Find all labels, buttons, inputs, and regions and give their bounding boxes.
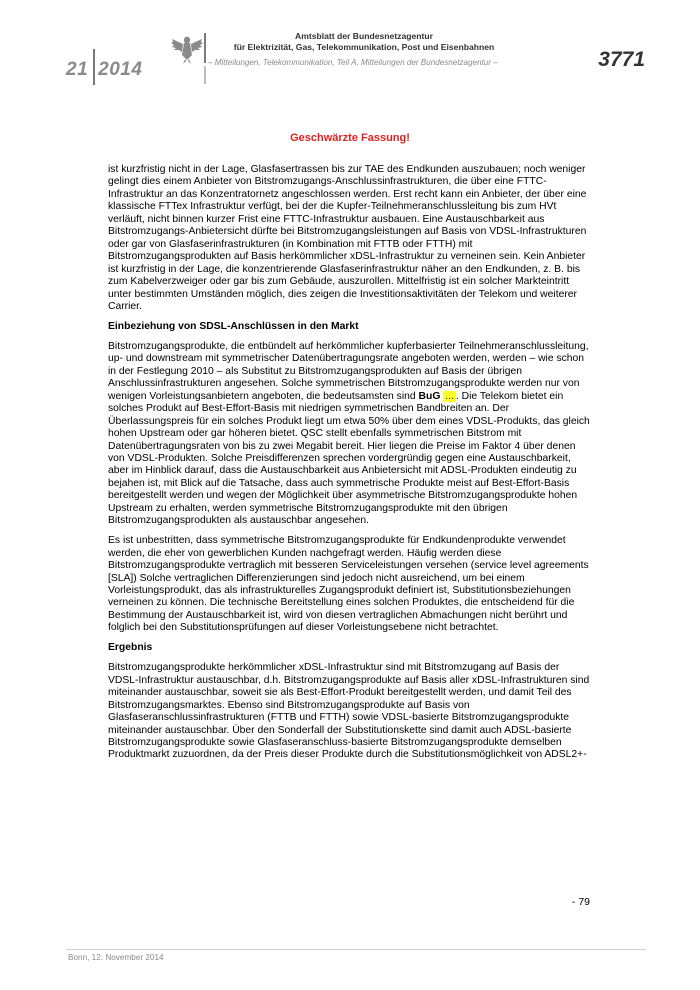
footer-date: Bonn, 12. November 2014: [68, 953, 164, 962]
paragraph-4: Bitstromzugangsprodukte herkömmlicher xDSL-Infrastruktur sind mit Bitstromzugang auf Basis der VDSL-Infrastruktur austauschbar, d.h. Bitstromzugangsprodukte auf Basis aller xDSL-Infrastrukturen sind miteinander austauschbar, soweit sie als Best-Effort-Produkt bereitgestellt werden, und damit Teil des Bitstromzugangsmarktes. Ebenso sind Bitstromzugangsprodukte auf Basis von Glasfaseranschlussinfrastrukturen (FTTB und FTTH) sowie VDSL-basierte Bitstromzugangsprodukte miteinander austauschbar. Über den Sonderfall der Substitutionskette sind damit auch ADSL-basierte Bitstromzugangsprodukte sowie Glasfaseranschluss-basierte Bitstromzugangsprodukte demselben Produktmarkt zuzuordnen, da der Preis dieser Produkte durch die Substitutionsmöglichkeit von ADSL2+-: [108, 662, 590, 761]
publication-title: [212, 31, 516, 53]
document-page-number: - 79: [571, 896, 590, 908]
paragraph-2: [108, 341, 590, 528]
federal-eagle-icon: [170, 33, 204, 65]
header-divider: [204, 33, 206, 63]
issue-number: 21: [66, 59, 89, 80]
publication-title-line2: für Elektrizität, Gas, Telekommunikation, Post und Eisenbahnen: [233, 42, 495, 52]
page-number: 3771: [598, 48, 645, 71]
heading-ergebnis: Ergebnis: [108, 642, 153, 654]
publication-title-line1: Amtsblatt der Bundesnetzagentur: [295, 31, 433, 41]
header-divider-lower: [204, 66, 206, 84]
paragraph-1: ist kurzfristig nicht in der Lage, Glasfasertrassen bis zur TAE des Endkunden auszubauen; noch weniger gelingt dies einem Anbieter von Bitstromzugangs-Anschlussinfrastrukturen, die über eine FTTC-Infrastruktur an das Konzentratornetz angeschlossen werden. Erst recht kann ein Anbieter, der über eine klassische FTTex Infrastruktur verfügt, bei der die Kupfer-Teilnehmeranschlussleitung bis zum HVt verläuft, nicht binnen kurzer Frist eine FTTC-Infrastruktur ausbauen. Eine Austauschbarkeit aus Bitstromzugangs-Anbietersicht dürfte bei Bitstromzugangsleistungen auf Basis von VDSL-Infrastrukturen oder gar von Glasfaserinfrastrukturen (in Kombination mit FTTB oder FTTH) mit Bitstromzugangsprodukten auf Basis herkömmlicher xDSL-Infrastruktur zu verneinen sein. Kein Anbieter ist kurzfristig in der Lage, die konzentrierende Glasfaserinfrastruktur näher an den Endkunden, z. B. bis zum Kabelverzweiger oder gar bis zum Gebäude, auszurollen. Mittelfristig ist ein solcher Markteintritt unter bestimmten Umständen möglich, dies zeigen die Investitionsaktivitäten der Telekom und weiterer Carrier.: [108, 164, 587, 312]
paragraph-2-part1: Bitstromzugangsprodukte, die entbündelt auf herkömmlicher kupferbasierter Teilnehmeranschlussleitung, up- und downstream mit symmetrischer Datenübertragungsrate angeboten werden, werden – wie schon in der Festlegung 2010 – als Substitut zu Bitstromzugangsprodukten auf Basis der übrigen Anschlussinfrastrukturen angesehen. Solche symmetrischen Bitstromzugangsprodukte werden nur von wenigen Vorleistungsanbietern angeboten, die bedeutsamsten sind: [108, 340, 589, 402]
redaction-notice: Geschwärzte Fassung!: [290, 132, 410, 144]
issue-label: [66, 49, 142, 85]
paragraph-2-bold: BuG: [418, 390, 441, 402]
paragraph-3: Es ist unbestritten, dass symmetrische Bitstromzugangsprodukte für Endkundenprodukte verwendet werden, die eher von gewerblichen Kunden nachgefragt werden. Häufig werden diese Bitstromzugangsprodukte vertraglich mit besseren Serviceleistungen versehen (service level agreements [SLA]) Solche vertraglichen Differenzierungen sind jedoch nicht ausreichend, um bei einem Vorleistungsprodukt, das als infrastrukturelles Zugangsprodukt definiert ist, Substitutionsbeziehungen verneinen zu können. Die technische Bereitstellung eines solchen Produktes, die entscheidend für die Bestimmung der Austauschbarkeit ist, wird von diesen vertraglichen Abmachungen nicht berührt und folglich bei den Substitutionsprüfungen auf dieser Vorleistungsebene nicht betrachtet.: [108, 535, 589, 634]
redacted-highlight: ...: [445, 390, 454, 402]
issue-separator: [93, 49, 95, 85]
main-content: [108, 164, 590, 769]
publication-subtitle: – Mitteilungen, Telekommunikation, Teil A, Mitteilungen der Bundesnetzagentur –: [208, 58, 498, 67]
heading-sdsl: Einbeziehung von SDSL-Anschlüssen in den Markt: [108, 320, 359, 332]
issue-year: 2014: [98, 59, 143, 80]
paragraph-2-part2: . Die Telekom bietet ein solches Produkt auf Best-Effort-Basis mit niedrigen symmetrischen Bandbreiten an. Der Überlassungspreis für ein solches Produkt liegt um etwa 50% über dem eines VDSL-Produkts, das gleich hohen Upstream oder gar höheren bietet. QSC stellt ebenfalls symmetrischen Bitstrom mit Datenübertragungsraten von bis zu zwei Megabit bereit. Hier liegen die Preise im Faktor 4 über denen von VDSL-Produkten. Solche Preisdifferenzen sprechen vordergründig gegen eine Austauschbarkeit, aber im Hinblick darauf, dass die Austauschbarkeit aus Anbietersicht mit ADSL-Produkten eindeutig zu bejahen ist, mit Blick auf die Tatsache, dass auch symmetrische Produkte meist auf Best-Effort-Basis bereitgestellt werden und wegen der Möglichkeit über asymmetrische Bitstromzugangsprodukte hohen Upstream zu erhalten, werden symmetrische Bitstromzugangsprodukte mit den übrigen Bitstromzugangsprodukten als austauschbar angesehen.: [108, 390, 590, 527]
footer-divider: [66, 949, 646, 950]
